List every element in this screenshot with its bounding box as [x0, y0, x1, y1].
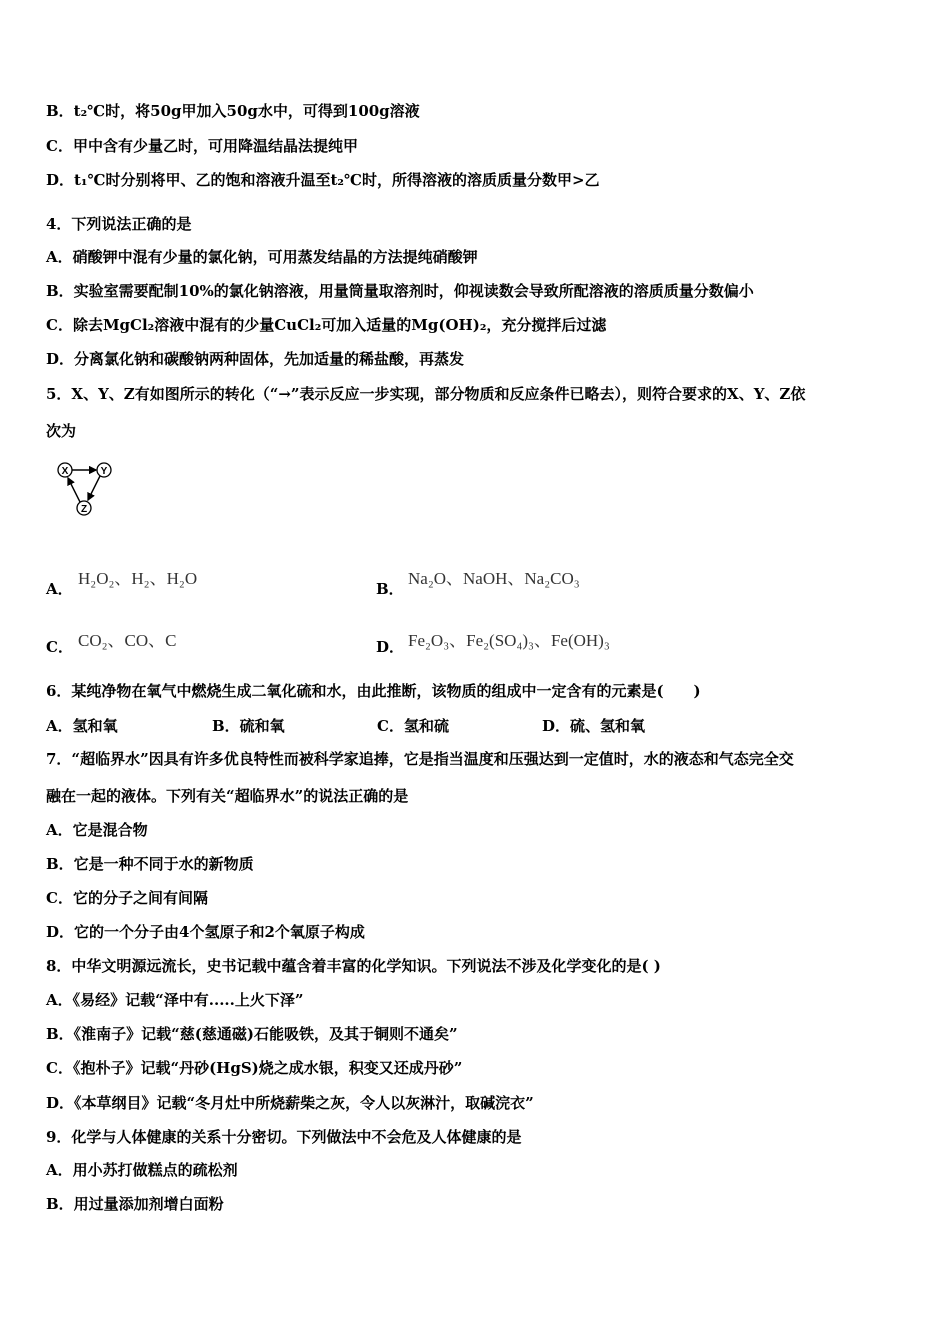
q6-option-b: B．硫和氧 — [212, 717, 285, 735]
q5-option-c-label: C． — [46, 638, 73, 656]
q4-stem: 4．下列说法正确的是 — [46, 215, 192, 233]
q5-option-d-formula: Fe₂O₃、Fe₂(SO₄)₃、Fe(OH)₃ — [408, 631, 610, 650]
q8-option-c: C．《抱朴子》记载“丹砂(HgS)烧之成水银，积变又还成丹砂” — [46, 1059, 463, 1077]
q4-option-a: A．硝酸钾中混有少量的氯化钠，可用蒸发结晶的方法提纯硝酸钾 — [46, 248, 478, 266]
q7-stem: 7．“超临界水”因具有许多优良特性而被科学家追捧，它是指当温度和压强达到一定值时，水的液态和气态完全交 — [46, 750, 794, 768]
q4-option-d: D．分离氯化钠和碳酸钠两种固体，先加适量的稀盐酸，再蒸发 — [46, 350, 465, 368]
q5-option-a-label: A． — [46, 580, 73, 598]
q7-option-b: B．它是一种不同于水的新物质 — [46, 855, 254, 873]
q5-option-b-formula: Na₂O、NaOH、Na₂CO₃ — [408, 569, 580, 588]
q6-option-c: C．氢和硫 — [377, 717, 449, 735]
q6-stem: 6．某纯净物在氧气中燃烧生成二氧化硫和水，由此推断，该物质的组成中一定含有的元素是( ) — [46, 682, 701, 700]
q4-option-b: B．实验室需要配制10%的氯化钠溶液，用量筒量取溶剂时，仰视读数会导致所配溶液的溶质质量分数偏小 — [46, 282, 754, 300]
q7-stem-cont: 融在一起的液体。下列有关“超临界水”的说法正确的是 — [46, 787, 409, 805]
q7-option-a: A．它是混合物 — [46, 821, 148, 839]
q8-stem: 8．中华文明源远流长，史书记载中蕴含着丰富的化学知识。下列说法不涉及化学变化的是( ) — [46, 957, 661, 975]
q5-option-c-formula: CO₂、CO、C — [78, 631, 177, 650]
q7-option-d: D．它的一个分子由4个氢原子和2个氧原子构成 — [46, 923, 365, 941]
q5-option-a-formula: H₂O₂、H₂、H₂O — [78, 569, 198, 588]
q8-option-d: D．《本草纲目》记载“冬月灶中所烧薪柴之灰，令人以灰淋汁，取碱浣衣” — [46, 1094, 534, 1112]
q6-option-a: A．氢和氧 — [46, 717, 118, 735]
q3-option-d: D．t₁℃时分别将甲、乙的饱和溶液升温至t₂℃时，所得溶液的溶质质量分数甲>乙 — [46, 171, 600, 189]
q5-option-b-label: B． — [376, 580, 404, 598]
q9-option-a: A．用小苏打做糕点的疏松剂 — [46, 1161, 238, 1179]
node-z: Z — [80, 504, 88, 515]
q4-option-c: C．除去MgCl₂溶液中混有的少量CuCl₂可加入适量的Mg(OH)₂，充分搅拌后过滤 — [46, 316, 607, 334]
node-y: Y — [100, 466, 108, 477]
q9-stem: 9．化学与人体健康的关系十分密切。下列做法中不会危及人体健康的是 — [46, 1128, 522, 1146]
q3-option-c: C．甲中含有少量乙时，可用降温结晶法提纯甲 — [46, 137, 358, 155]
xyz-transform-diagram — [52, 458, 118, 520]
q8-option-b: B．《淮南子》记载“慈(慈通磁)石能吸铁，及其于铜则不通矣” — [46, 1025, 458, 1043]
q6-option-d: D．硫、氢和氧 — [542, 717, 646, 735]
q3-option-b: B．t₂℃时，将50g甲加入50g水中，可得到100g溶液 — [46, 102, 420, 120]
q9-option-b: B．用过量添加剂增白面粉 — [46, 1195, 224, 1213]
q5-stem-cont: 次为 — [46, 422, 77, 440]
q8-option-a: A．《易经》记载“泽中有.....上火下泽” — [46, 991, 304, 1009]
q5-option-d-label: D． — [376, 638, 405, 656]
q5-stem: 5．X、Y、Z有如图所示的转化（“→”表示反应一步实现，部分物质和反应条件已略去），则符合要求的X、Y、Z依 — [46, 385, 806, 403]
node-x: X — [61, 466, 69, 477]
q7-option-c: C．它的分子之间有间隔 — [46, 889, 208, 907]
